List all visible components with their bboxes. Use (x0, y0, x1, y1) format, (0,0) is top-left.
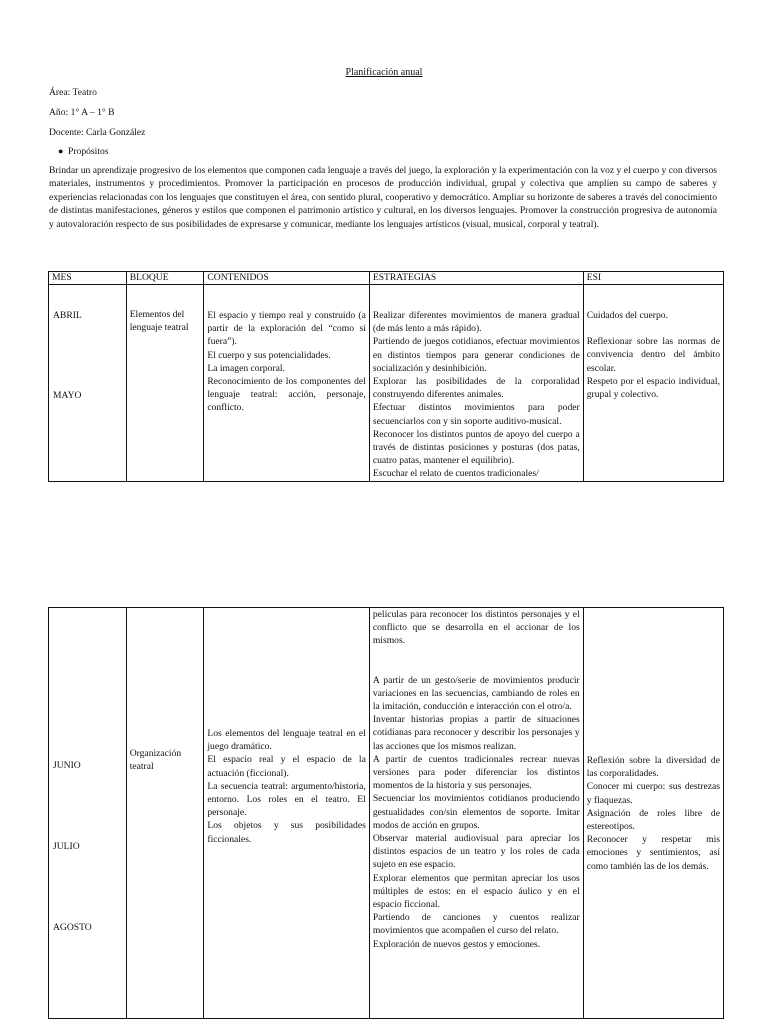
estrategia-item: Partiendo de juegos cotidianos, efectuar movimientos en distintos tiempos para generar condiciones de socialización y desinhibición. (372, 336, 580, 374)
esi-item: Cuidados del cuerpo. (586, 310, 668, 321)
header-esi: ESI (583, 272, 723, 285)
cell-esi (583, 608, 723, 1019)
header-bloque: BLOQUE (126, 272, 204, 285)
month-label: AGOSTO (53, 922, 92, 933)
esi-item: Reflexionar sobre las normas de convivencia dentro del ámbito escolar. (586, 336, 720, 374)
estrategia-item: Explorar elementos que permitan apreciar los usos múltiples de estos: en el espacio áulico y en el espacio ficcional. (372, 872, 580, 911)
year-line: Año: 1° A – 1° B (49, 107, 115, 118)
contenido-item: Reconocimiento de los componentes del lenguaje teatral: acción, personaje, conflicto. (207, 376, 366, 414)
estrategia-item: películas para reconocer los distintos personajes y el conflicto que se desarrolla en el accionar de los mismos. (372, 609, 580, 647)
esi-item: Asignación de roles libre de estereotipos. (586, 807, 720, 833)
table-row (49, 285, 724, 482)
month-label: JUNIO (53, 760, 81, 771)
esi-item: Conocer mi cuerpo: sus destrezas y flaquezas. (586, 781, 720, 806)
purposes-text: Brindar un aprendizaje progresivo de los elementos que componen cada lenguaje a través del juego, la exploración y la experimentación con la voz y el cuerpo y con diversos materiales, instrumentos y procedimientos. Promover la participación en procesos de producción individual, grupal y colectiva que amplíen su campo de saberes y experiencias relacionadas con los lenguajes que constituyen el área, con sentido plural, cooperativo y democrático. Ampliar su horizonte de saberes a través del conocimiento de distintas manifestaciones, géneros y estilos que componen el patrimonio artístico y cultural, en los diversos lenguajes. Promover la construcción progresiva de autonomía y autovaloración respecto de sus posibilidades de expresarse y comunicar, mediante los lenguajes artísticos (visual, musical, corporal y teatral). (49, 165, 717, 230)
estrategia-item: Inventar historias propias a partir de situaciones cotidianas para reconocer y describir los personajes y las acciones que los mismos realizan. (372, 714, 580, 752)
bloque-text: Elementos del lenguaje teatral (129, 309, 189, 334)
header-estrategias: ESTRATEGIAS (369, 272, 583, 285)
page-title: Planificación anual (345, 67, 423, 78)
cell-contenidos (204, 608, 369, 1019)
estrategia-item: Escuchar el relato de cuentos tradicionales/ (372, 468, 539, 480)
cell-esi (583, 285, 723, 482)
bloque-text: Organización teatral (129, 748, 182, 773)
teacher-line: Docente: Carla González (49, 127, 146, 138)
header-mes: MES (49, 272, 127, 285)
estrategia-item: A partir de cuentos tradicionales recrear nuevas versiones para poder diferenciar los distintos momentos de la historia y sus personajes. (372, 753, 580, 792)
cell-bloque (126, 608, 204, 1019)
estrategia-item: Reconocer los distintos puntos de apoyo del cuerpo a través de distintas posiciones y posturas (dos patas, cuatro patas, mantener el equilibrio). (372, 428, 580, 467)
estrategia-item: Secuenciar los movimientos cotidianos produciendo gestualidades con/sin elementos de soporte. Imitar modos de acción en grupos. (372, 793, 580, 831)
header-contenidos: CONTENIDOS (204, 272, 369, 285)
estrategia-item: A partir de un gesto/serie de movimientos producir variaciones en las secuencias, cambiando de roles en la imitación, conducción e interacción con el otro/a. (372, 674, 580, 713)
contenido-item: El espacio y tiempo real y construido (a partir de la exploración del “como si fuera”). (207, 310, 366, 348)
contenido-item: El cuerpo y sus potencialidades. (207, 349, 331, 361)
planning-table-2 (48, 607, 724, 1019)
contenido-item: El espacio real y el espacio de la actuación (ficcional). (207, 754, 366, 779)
estrategia-item: Efectuar distintos movimientos para poder secuenciarlos con y sin soporte auditivo-musical. (372, 402, 580, 427)
cell-estrategias (369, 285, 583, 482)
table-row (49, 608, 724, 1019)
cell-bloque (126, 285, 204, 482)
cell-mes (49, 608, 127, 1019)
month-label: JULIO (53, 841, 80, 852)
contenido-item: La secuencia teatral: argumento/historia, entorno. Los roles en el teatro. El personaje. (207, 780, 366, 819)
esi-item: Reflexión sobre la diversidad de las corporalidades. (586, 755, 720, 780)
area-line: Área: Teatro (49, 87, 97, 98)
purposes-heading-label: Propósitos (68, 146, 109, 157)
cell-estrategias (369, 608, 583, 1019)
estrategia-item: Explorar las posibilidades de la corporalidad construyendo diferentes animales. (372, 376, 580, 401)
month-label: MAYO (53, 390, 82, 401)
month-label: ABRIL (53, 310, 82, 321)
estrategia-item: Realizar diferentes movimientos de manera gradual (de más lento a más rápido). (372, 310, 580, 335)
cell-contenidos (204, 285, 369, 482)
estrategia-item: Partiendo de canciones y cuentos realizar movimientos que acompañen el curso del relato. (372, 912, 580, 937)
contenido-item: La imagen corporal. (207, 362, 285, 374)
esi-item: Reconocer y respetar mis emociones y sentimientos, así como también las de los demás. (586, 834, 720, 872)
estrategia-item: Observar material audiovisual para apreciar los distintos espacios de un teatro y los roles de cada sujeto en ese espacio. (372, 833, 580, 871)
cell-mes (49, 285, 127, 482)
bullet-icon: ● (58, 146, 64, 156)
purposes-heading (58, 145, 109, 158)
table-header-row (49, 272, 724, 285)
estrategia-item: Exploración de nuevos gestos y emociones. (372, 938, 541, 950)
contenido-item: Los elementos del lenguaje teatral en el juego dramático. (207, 728, 366, 753)
contenido-item: Los objetos y sus posibilidades ficcionales. (207, 820, 366, 845)
planning-table-1 (48, 271, 724, 482)
esi-item: Respeto por el espacio individual, grupal y colectivo. (586, 375, 720, 401)
